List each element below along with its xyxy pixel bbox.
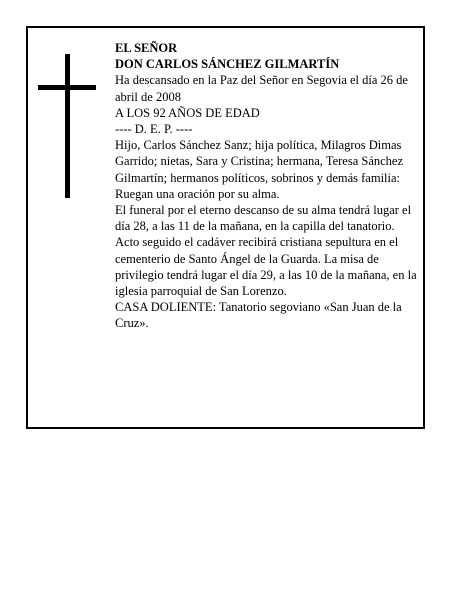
mourning-house: CASA DOLIENTE: Tanatorio segoviano «San Juan de la Cruz». (115, 300, 402, 331)
family-list: Hijo, Carlos Sánchez Sanz; hija política, Milagros Dimas Garrido; nietas, Sara y Cristina; hermana, Teresa Sánchez Gilmartín; hermanos políticos, sobrinos y demás familia: (115, 138, 404, 185)
notice-text (115, 40, 421, 332)
deceased-name: DON CARLOS SÁNCHEZ GILMARTÍN (115, 57, 340, 72)
cross-icon (38, 54, 96, 198)
funeral-details: El funeral por el eterno descanso de su alma tendrá lugar el día 28, a las 11 de la mañana, en la capilla del tanatorio. Acto seguido el cadáver recibirá cristiana sepultura en el cementerio de Santo Ángel de la Guarda. La misa de privilegio tendrá lugar el día 29, a las 10 de la mañana, en la iglesia parroquial de San Lorenzo. (115, 203, 417, 299)
age-statement: A LOS 92 AÑOS DE EDAD (115, 105, 260, 120)
title-line-1: EL SEÑOR (115, 41, 178, 55)
dep-line: ---- D. E. P. ---- (115, 122, 193, 137)
prayer-request: Ruegan una oración por su alma. (115, 186, 280, 201)
obituary-notice (26, 26, 425, 429)
cross-vertical-bar (65, 54, 70, 198)
cross-horizontal-bar (38, 85, 96, 90)
rest-statement: Ha descansado en la Paz del Señor en Segovia el día 26 de abril de 2008 (115, 73, 408, 104)
